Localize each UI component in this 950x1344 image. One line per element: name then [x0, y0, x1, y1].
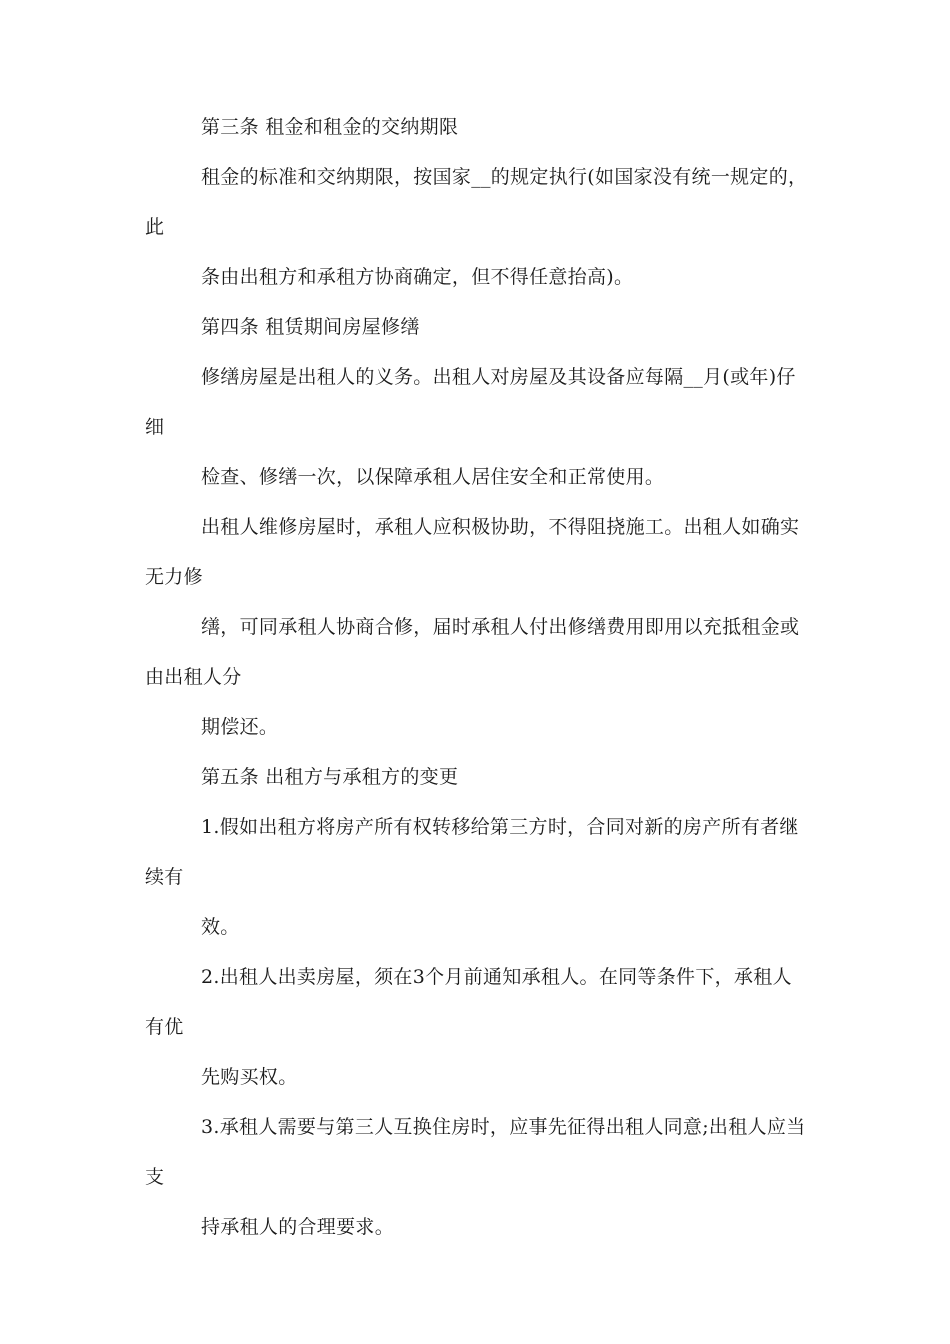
article-4-heading: 第四条 租赁期间房屋修缮 — [201, 316, 420, 338]
article-5-heading: 第五条 出租方与承租方的变更 — [201, 766, 459, 788]
list-item-3: 3.承租人需要与第三人互换住房时，应事先征得出租人同意;出租人应当 — [201, 1116, 806, 1138]
paragraph-line: 有优 — [145, 1016, 184, 1038]
paragraph-line: 缮，可同承租人协商合修，届时承租人付出修缮费用即用以充抵租金或 — [201, 616, 800, 638]
article-3-heading: 第三条 租金和租金的交纳期限 — [201, 116, 459, 138]
paragraph-line: 支 — [145, 1166, 165, 1188]
paragraph-line: 由出租人分 — [145, 666, 242, 688]
paragraph-line: 修缮房屋是出租人的义务。出租人对房屋及其设备应每隔__月(或年)仔 — [201, 366, 796, 388]
paragraph-line: 效。 — [201, 916, 240, 938]
list-item-1: 1.假如出租方将房产所有权转移给第三方时，合同对新的房产所有者继 — [201, 816, 799, 838]
list-item-2: 2.出租人出卖房屋，须在3个月前通知承租人。在同等条件下，承租人 — [201, 966, 792, 988]
paragraph-line: 此 — [145, 216, 165, 238]
paragraph-line: 细 — [145, 416, 165, 438]
paragraph-line: 条由出租方和承租方协商确定，但不得任意抬高)。 — [201, 266, 634, 288]
paragraph-line: 持承租人的合理要求。 — [201, 1216, 395, 1238]
paragraph-line: 出租人维修房屋时，承租人应积极协助，不得阻挠施工。出租人如确实 — [201, 516, 800, 538]
paragraph-line: 续有 — [145, 866, 184, 888]
paragraph-line: 检查、修缮一次，以保障承租人居住安全和正常使用。 — [201, 466, 665, 488]
paragraph-line: 期偿还。 — [201, 716, 279, 738]
paragraph-line: 无力修 — [145, 566, 203, 588]
paragraph-line: 租金的标准和交纳期限，按国家__的规定执行(如国家没有统一规定的， — [201, 166, 808, 188]
paragraph-line: 先购买权。 — [201, 1066, 298, 1088]
